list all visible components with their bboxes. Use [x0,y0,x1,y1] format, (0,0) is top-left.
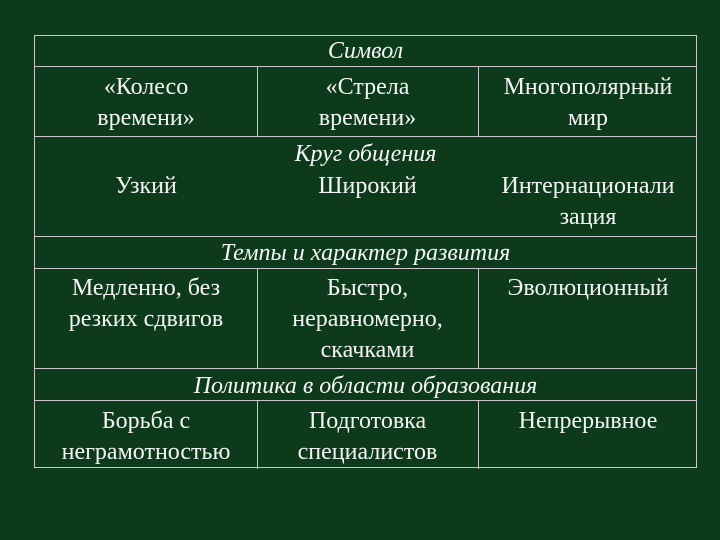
row-divider [35,66,696,67]
section-heading-symbol: Символ [327,38,404,64]
cell-pace-col3 [478,273,698,304]
cell-line: времени» [97,105,195,131]
cell-line: специалистов [297,439,438,465]
cell-line: времени» [318,105,417,131]
row-divider [35,368,696,369]
cell-circle-col1 [35,171,257,202]
cell-pace-col1 [35,273,257,335]
row-divider [35,136,696,137]
section-heading-education: Политика в области образования [193,373,538,399]
cell-symbol-col2 [257,72,478,134]
cell-line: Интернационали [501,173,675,199]
cell-line: «Колесо [103,74,189,100]
cell-line: Широкий [318,173,417,199]
cell-line: Борьба с [101,408,191,434]
cell-line: Эволюционный [507,275,669,301]
cell-symbol-col1 [35,72,257,134]
cell-symbol-col3 [478,72,698,134]
cell-line: зация [559,204,617,230]
cell-education-col2 [257,406,478,468]
cell-line: неграмотностью [61,439,231,465]
section-heading-pace: Темпы и характер развития [220,240,511,266]
cell-line: резких сдвигов [68,306,224,332]
cell-line: Подготовка [308,408,427,434]
cell-line: Непрерывное [518,408,658,434]
cell-line: мир [567,105,609,131]
cell-line: Узкий [115,173,177,199]
cell-circle-col2 [257,171,478,202]
cell-education-col3 [478,406,698,437]
row-divider [35,236,696,237]
cell-line: неравномерно, [292,306,443,332]
row-divider [35,268,696,269]
section-heading-circle: Круг общения [294,141,437,167]
cell-circle-col3 [478,171,698,233]
cell-line: Быстро, [326,275,409,301]
cell-line: скачками [320,337,415,363]
cell-education-col1 [35,406,257,468]
cell-pace-col2 [257,273,478,366]
cell-line: «Стрела [325,74,410,100]
cell-line: Многополярный [503,74,673,100]
cell-line: Медленно, без [71,275,221,301]
comparison-table [34,35,697,468]
